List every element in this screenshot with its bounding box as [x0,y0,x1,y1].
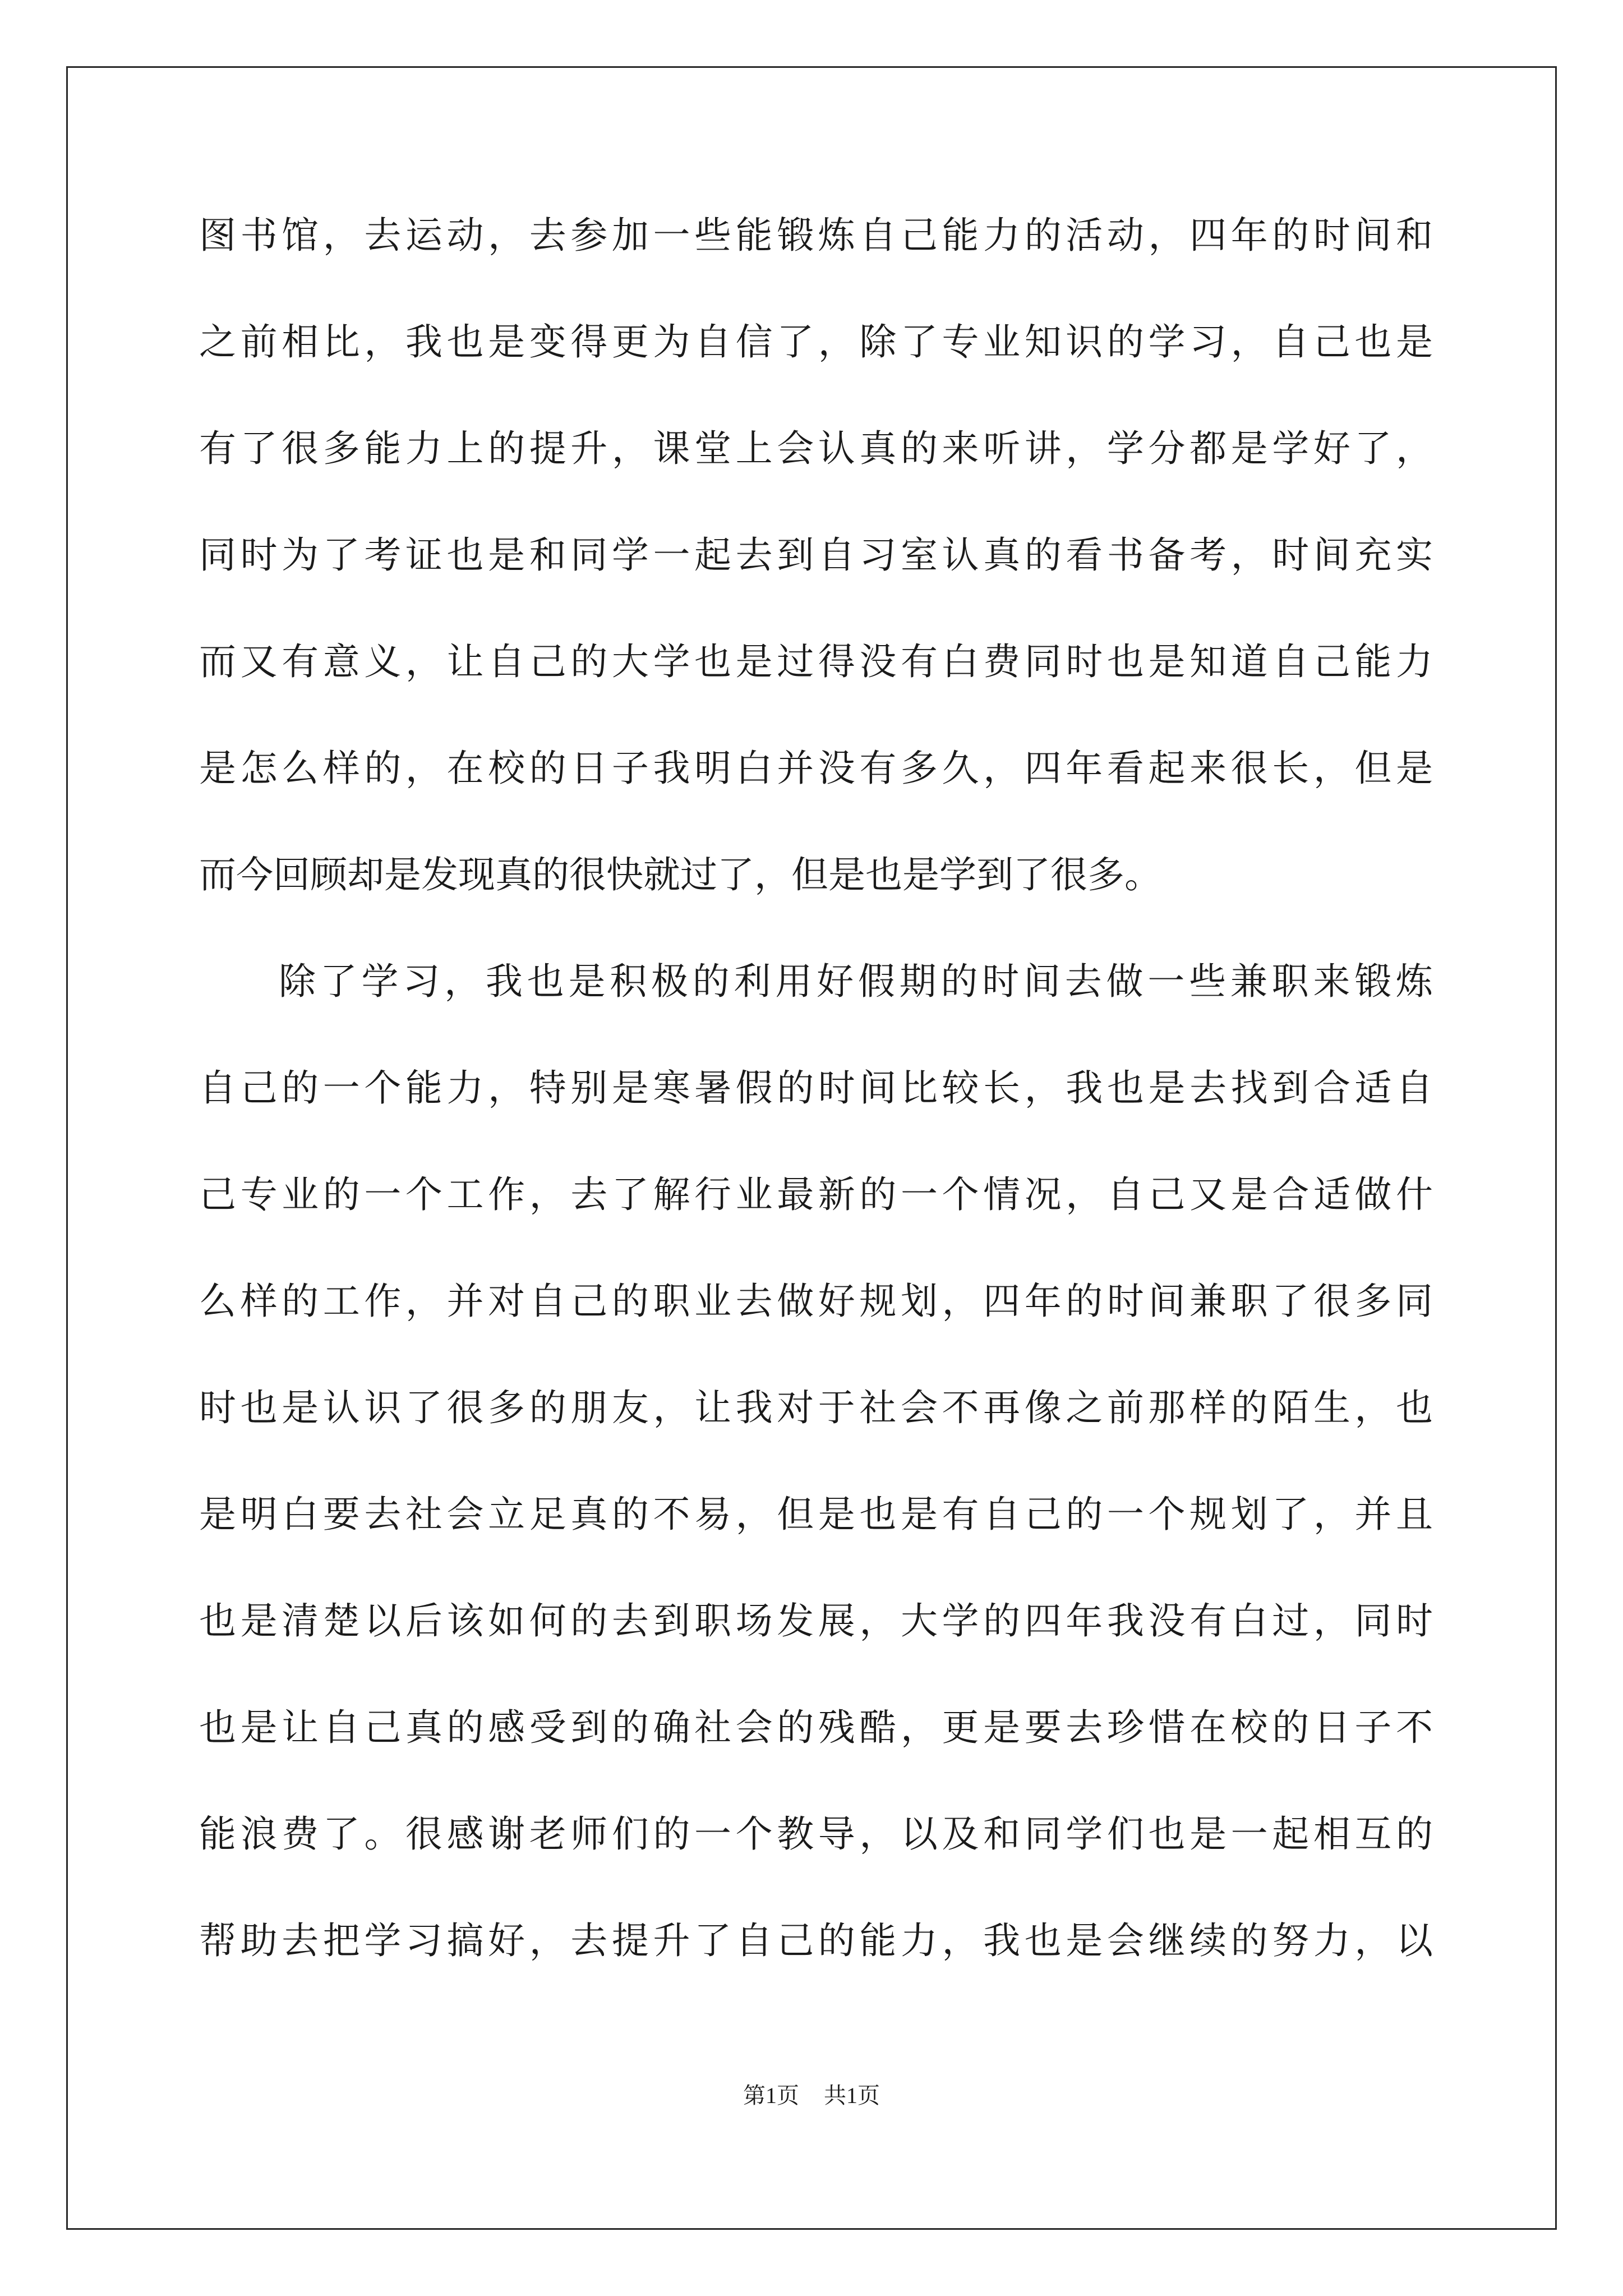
text-line: 有了很多能力上的提升，课堂上会认真的来听讲，学分都是学好了， [199,427,1433,470]
text-line: 是明白要去社会立足真的不易，但是也是有自己的一个规划了，并且 [199,1493,1433,1536]
text-line: 也是让自己真的感受到的确社会的残酷，更是要去珍惜在校的日子不 [199,1706,1433,1749]
text-line: 帮助去把学习搞好，去提升了自己的能力，我也是会继续的努力，以 [199,1919,1433,1962]
page-number-total: 共1页 [824,2083,880,2108]
text-line: 时也是认识了很多的朋友，让我对于社会不再像之前那样的陌生，也 [199,1386,1433,1429]
document-body [199,213,1433,2025]
text-line: 自己的一个能力，特别是寒暑假的时间比较长，我也是去找到合适自 [199,1066,1433,1110]
text-line: 之前相比，我也是变得更为自信了，除了专业知识的学习，自己也是 [199,320,1433,364]
text-line: 也是清楚以后该如何的去到职场发展，大学的四年我没有白过，同时 [199,1599,1433,1642]
text-line: 是怎么样的，在校的日子我明白并没有多久，四年看起来很长，但是 [199,747,1433,790]
text-line: 而今回顾却是发现真的很快就过了，但是也是学到了很多。 [199,853,1161,896]
text-line: 己专业的一个工作，去了解行业最新的一个情况，自己又是合适做什 [199,1173,1433,1216]
page-footer [0,2082,1623,2109]
text-line: 而又有意义，让自己的大学也是过得没有白费同时也是知道自己能力 [199,640,1433,683]
page-number-current: 第1页 [743,2083,799,2108]
text-line: 能浪费了。很感谢老师们的一个教导，以及和同学们也是一起相互的 [199,1812,1433,1856]
text-line: 同时为了考证也是和同学一起去到自习室认真的看书备考，时间充实 [199,533,1433,577]
text-line: 么样的工作，并对自己的职业去做好规划，四年的时间兼职了很多同 [199,1280,1433,1323]
paragraph-first-line: 除了学习，我也是积极的利用好假期的时间去做一些兼职来锻炼 [279,960,1433,1003]
text-line: 图书馆，去运动，去参加一些能锻炼自己能力的活动，四年的时间和 [199,214,1433,257]
